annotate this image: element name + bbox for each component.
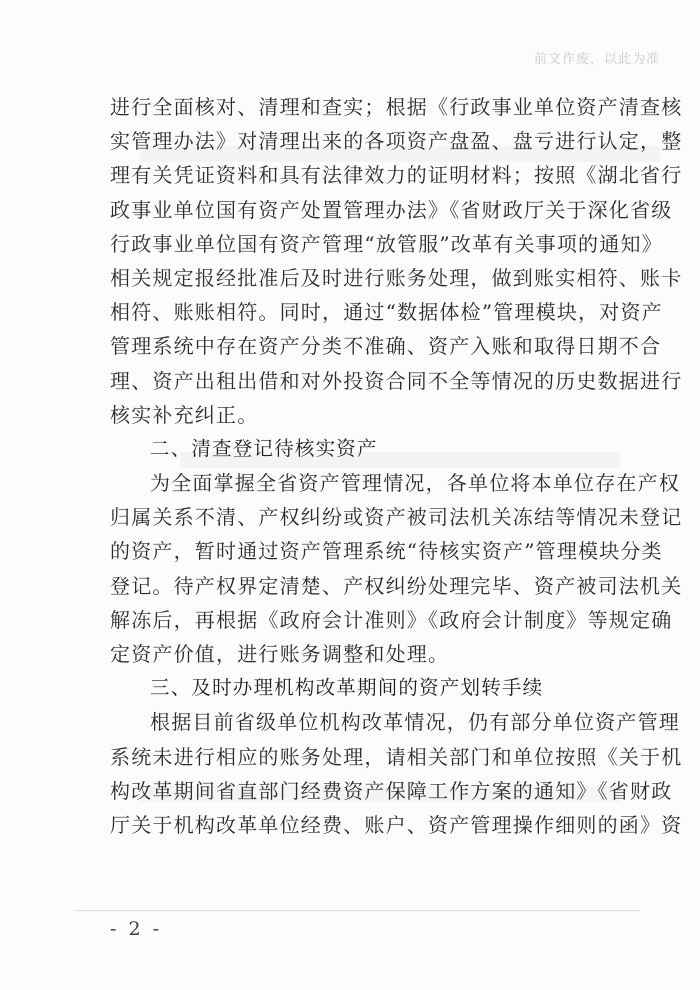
text-line: 相符、账账相符。同时，通过“数据体检”管理模块，对资产 bbox=[110, 300, 663, 325]
text-line: 行政事业单位国有资产管理“放管服”改革有关事项的通知》 bbox=[110, 231, 663, 256]
text-line: 登记。待产权界定清楚、产权纠纷处理完毕、资产被司法机关 bbox=[110, 573, 683, 598]
section-heading: 二、清查登记待核实资产 bbox=[150, 436, 378, 460]
text-line: 政事业单位国有资产处置管理办法》《省财政厅关于深化省级 bbox=[110, 197, 673, 222]
text-line: 构改革期间省直部门经费资产保障工作方案的通知》《省财政 bbox=[110, 778, 673, 803]
footer-rule bbox=[75, 910, 640, 911]
text-line: 厅关于机构改革单位经费、账户、资产管理操作细则的函》资 bbox=[110, 812, 683, 837]
text-line: 管理系统中存在资产分类不准确、资产入账和取得日期不合 bbox=[110, 334, 662, 359]
text-line: 解冻后，再根据《政府会计准则》《政府会计制度》等规定确 bbox=[110, 607, 673, 632]
text-line: 理、资产出租出借和对外投资合同不全等情况的历史数据进行 bbox=[110, 368, 683, 393]
text-line: 进行全面核对、清理和查实；根据《行政事业单位资产清查核 bbox=[110, 95, 683, 119]
text-line: 实管理办法》对清理出来的各项资产盘盈、盘亏进行认定，整 bbox=[110, 129, 683, 154]
text-line: 的资产，暂时通过资产管理系统“待核实资产”管理模块分类 bbox=[110, 539, 663, 564]
text-line: 核实补充纠正。 bbox=[110, 402, 259, 427]
text-line: 归属关系不清、产权纠纷或资产被司法机关冻结等情况未登记 bbox=[110, 505, 683, 530]
text-line: 为全面掌握全省资产管理情况，各单位将本单位存在产权 bbox=[150, 471, 680, 496]
text-line: 系统未进行相应的账务处理，请相关部门和单位按照《关于机 bbox=[110, 744, 683, 769]
text-line: 根据目前省级单位机构改革情况，仍有部分单位资产管理 bbox=[150, 710, 680, 735]
text-line: 理有关凭证资料和具有法律效力的证明材料；按照《湖北省行 bbox=[110, 163, 683, 188]
document-body bbox=[110, 90, 683, 842]
show-through-text: 前文作废，以此为准 bbox=[533, 52, 660, 67]
section-3 bbox=[110, 671, 683, 842]
paragraph-1 bbox=[110, 90, 683, 432]
text-line: 相关规定报经批准后及时进行账务处理，做到账实相符、账卡 bbox=[110, 265, 683, 290]
page-number: - 2 - bbox=[110, 918, 163, 940]
text-line: 定资产价值，进行账务调整和处理。 bbox=[110, 642, 450, 666]
section-2 bbox=[110, 432, 683, 671]
section-heading: 三、及时办理机构改革期间的资产划转手续 bbox=[150, 676, 544, 700]
